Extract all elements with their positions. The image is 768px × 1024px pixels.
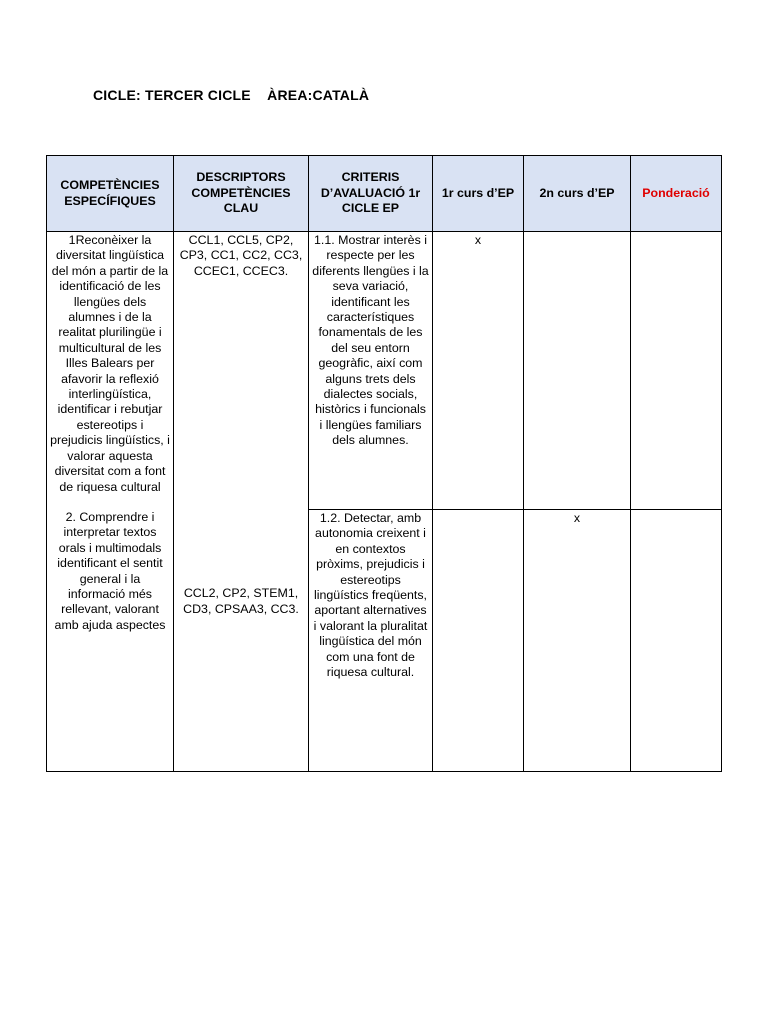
competency-1-text-b: Illes Balears per afavorir la reflexió interlingüística, identificar i rebutjar estereotips i prejudicis lingüístics, i valorar aquesta diversitat com a font: [50, 356, 170, 479]
curs1-cell: [433, 232, 524, 510]
competencies-cell: [47, 232, 174, 772]
curs1-cell: [433, 510, 524, 772]
header-criteris: CRITERIS D’AVALUACIÓ 1r CICLE EP: [309, 156, 433, 232]
curs2-cell: [524, 232, 631, 510]
criteri-cell: 1.1. Mostrar interès i respecte per les diferents llengües i la seva variació, identificant les característiques fonamentals de les del seu entorn geogràfic, així com alguns trets dels dialectes socials, històrics i funcionals i llengües familiars dels alumnes.: [309, 232, 433, 510]
curs1-mark: x: [474, 233, 482, 247]
descriptors-2-text: CCL2, CP2, STEM1, CD3, CPSAA3, CC3.: [183, 586, 299, 616]
curs2-cell: [524, 510, 631, 772]
competency-1-text: 1Reconèixer la diversitat lingüística del món a partir de la identificació de les llengües dels alumnes i de la realitat plurilingüe i multicultural de les: [51, 233, 169, 355]
header-ponderacio: Ponderació: [631, 156, 722, 232]
descriptors-cell: [174, 232, 309, 772]
page-heading: CICLE: TERCER CICLE ÀREA:CATALÀ: [93, 87, 370, 103]
ponderacio-cell: [631, 510, 722, 772]
competency-2-text-b: general i la informació més rellevant, valorant amb ajuda aspectes: [54, 571, 166, 632]
competency-1-text-c: de riquesa cultural: [59, 479, 161, 494]
ponderacio-cell: [631, 232, 722, 510]
competency-2-text: 2. Comprendre i interpretar textos orals i multimodals identificant el sentit: [57, 509, 163, 571]
header-competencies: COMPETÈNCIES ESPECÍFIQUES: [47, 156, 174, 232]
criteri-cell: 1.2. Detectar, amb autonomia creixent i en contextos pròxims, prejudicis i estereotips lingüístics freqüents, aportant alternatives i valorant la pluralitat lingüística del món com una font de riquesa cultural.: [309, 510, 433, 772]
header-curs1: 1r curs d’EP: [433, 156, 524, 232]
table-header-row: [47, 156, 722, 232]
table-row: [47, 232, 722, 510]
header-curs2: 2n curs d’EP: [524, 156, 631, 232]
header-descriptors: DESCRIPTORS COMPETÈNCIES CLAU: [174, 156, 309, 232]
curs2-mark: x: [573, 511, 581, 525]
criteria-table: [46, 155, 722, 772]
descriptors-1-text: CCL1, CCL5, CP2, CP3, CC1, CC2, CC3, CCEC1, CCEC3.: [179, 233, 303, 278]
